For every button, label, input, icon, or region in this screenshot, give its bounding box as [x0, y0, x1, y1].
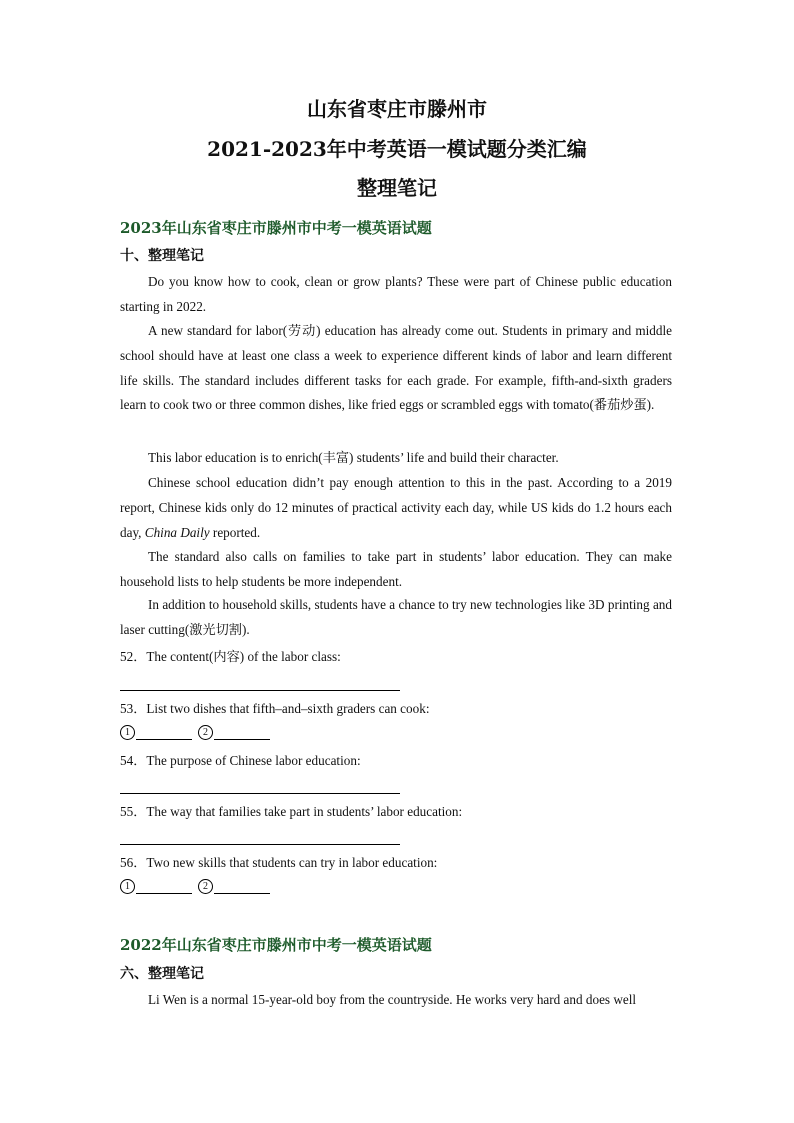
- circled-number-1: 1: [120, 879, 135, 894]
- question-52: 52．The content(内容) of the labor class:: [120, 649, 341, 664]
- answer-blank-53-2[interactable]: [214, 725, 270, 740]
- answer-blank-56-1[interactable]: [136, 879, 192, 894]
- paragraph-5: The standard also calls on families to take part in students’ labor education. They can make household lists to help students be more independent.: [120, 549, 672, 589]
- answer-blank-53-1[interactable]: [136, 725, 192, 740]
- doc-title-collection: 2021-2023年中考英语一模试题分类汇编: [207, 137, 587, 161]
- newspaper-name: China Daily: [144, 524, 210, 540]
- circled-number-2: 2: [198, 725, 213, 740]
- paragraph-1: Do you know how to cook, clean or grow plants? These were part of Chinese public education starting in 2022.: [120, 274, 672, 314]
- paragraph-4-end: reported.: [209, 524, 261, 540]
- section-heading-2023: 2023年山东省枣庄市滕州市中考一模英语试题: [120, 219, 432, 237]
- answer-row-53: [120, 725, 276, 740]
- section-heading-2022: 2022年山东省枣庄市滕州市中考一模英语试题: [120, 936, 432, 954]
- question-56: 56．Two new skills that students can try in labor education:: [120, 855, 438, 870]
- doc-title-region: 山东省枣庄市滕州市: [307, 97, 487, 121]
- question-53: 53．List two dishes that fifth–and–sixth graders can cook:: [120, 701, 430, 716]
- question-55: 55．The way that families take part in students’ labor education:: [120, 804, 463, 819]
- answer-line-54[interactable]: [120, 793, 400, 794]
- paragraph-2: A new standard for labor(劳动) education has already come out. Students in primary and middle school should have at least one class a week to experience different kinds of labor and learn different life skills. The standard includes different tasks for each grade. For example, fifth-and-sixth graders learn to cook two or three common dishes, like fried eggs or scrambled eggs with tomato(番茄炒蛋).: [120, 323, 672, 413]
- paragraph-4: [120, 471, 672, 545]
- answer-blank-56-2[interactable]: [214, 879, 270, 894]
- paragraph-3: This labor education is to enrich(丰富) students’ life and build their character.: [148, 450, 559, 465]
- question-54: 54．The purpose of Chinese labor education:: [120, 753, 361, 768]
- subheading-2023: 十、整理笔记: [120, 248, 204, 264]
- circled-number-1: 1: [120, 725, 135, 740]
- subheading-2022: 六、整理笔记: [120, 966, 204, 982]
- circled-number-2: 2: [198, 879, 213, 894]
- paragraph-6: In addition to household skills, students have a chance to try new technologies like 3D printing and laser cutting(激光切割).: [120, 597, 672, 637]
- paragraph-4-text: Chinese school education didn’t pay enough attention to this in the past. According to a 2019 report, Chinese kids only do 12 minutes of practical activity each day, while US kids do 1.2 hours each day,: [120, 475, 672, 540]
- doc-title-topic: 整理笔记: [357, 176, 437, 200]
- answer-row-56: [120, 879, 276, 894]
- answer-line-52[interactable]: [120, 690, 400, 691]
- answer-line-55[interactable]: [120, 844, 400, 845]
- paragraph-2022-1: Li Wen is a normal 15-year-old boy from the countryside. He works very hard and does well: [148, 992, 637, 1007]
